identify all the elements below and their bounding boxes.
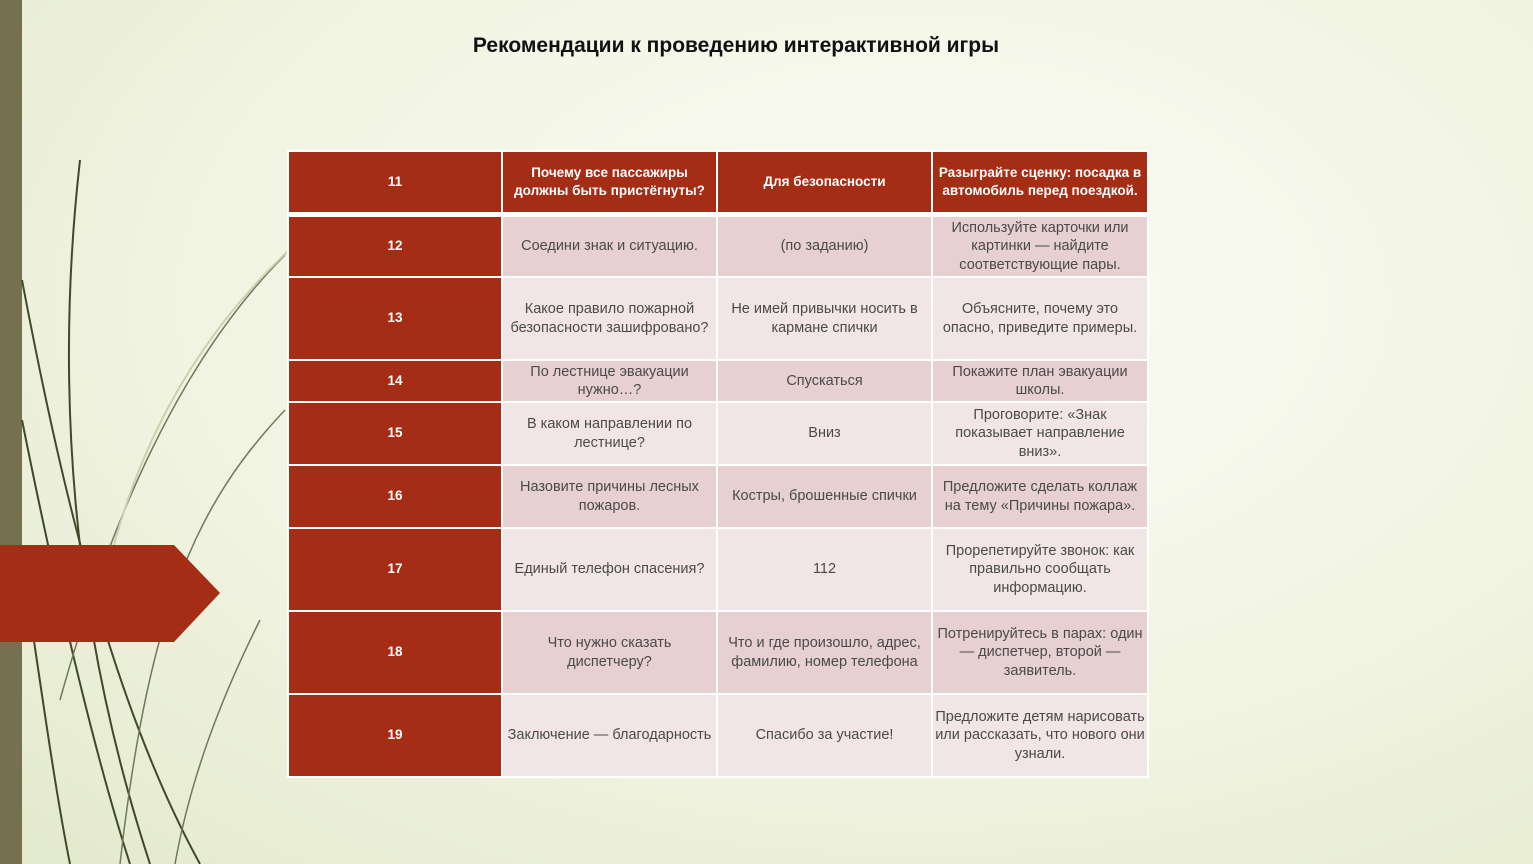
table-row (288, 277, 1148, 360)
task-cell: Используйте карточки или картинки — найдите соответствующие пары. (932, 214, 1148, 277)
recommendations-table (287, 150, 1149, 778)
row-number: 12 (288, 214, 502, 277)
answer-cell: 112 (717, 528, 932, 611)
task-cell: Потренируйтесь в парах: один — диспетчер, второй — заявитель. (932, 611, 1148, 694)
task-cell: Объясните, почему это опасно, приведите примеры. (932, 277, 1148, 360)
task-cell: Покажите план эвакуации школы. (932, 360, 1148, 402)
question-cell: Заключение — благодарность (502, 694, 717, 777)
answer-cell: Для безопасности (717, 151, 932, 214)
row-number: 16 (288, 465, 502, 528)
row-number: 18 (288, 611, 502, 694)
question-cell: В каком направлении по лестнице? (502, 402, 717, 465)
answer-cell: Вниз (717, 402, 932, 465)
task-cell: Предложите детям нарисовать или рассказать, что нового они узнали. (932, 694, 1148, 777)
decorative-grass-lines (0, 0, 320, 864)
question-cell: Соедини знак и ситуацию. (502, 214, 717, 277)
question-cell: Что нужно сказать диспетчеру? (502, 611, 717, 694)
row-number: 14 (288, 360, 502, 402)
table-row (288, 694, 1148, 777)
answer-cell: Костры, брошенные спички (717, 465, 932, 528)
row-number: 11 (288, 151, 502, 214)
answer-cell: Не имей привычки носить в кармане спички (717, 277, 932, 360)
question-cell: Почему все пассажиры должны быть пристёгнуты? (502, 151, 717, 214)
table-row (288, 402, 1148, 465)
question-cell: Единый телефон спасения? (502, 528, 717, 611)
table-row (288, 465, 1148, 528)
table-row (288, 151, 1148, 214)
table-row (288, 214, 1148, 277)
slide-title: Рекомендации к проведению интерактивной игры (472, 34, 1000, 57)
table-row (288, 611, 1148, 694)
answer-cell: Что и где произошло, адрес, фамилию, номер телефона (717, 611, 932, 694)
answer-cell: Спускаться (717, 360, 932, 402)
question-cell: Назовите причины лесных пожаров. (502, 465, 717, 528)
accent-arrow-shape (0, 545, 220, 642)
task-cell: Проговорите: «Знак показывает направление вниз». (932, 402, 1148, 465)
question-cell: Какое правило пожарной безопасности зашифровано? (502, 277, 717, 360)
task-cell: Прорепетируйте звонок: как правильно сообщать информацию. (932, 528, 1148, 611)
task-cell: Разыграйте сценку: посадка в автомобиль перед поездкой. (932, 151, 1148, 214)
table-row (288, 528, 1148, 611)
answer-cell: (по заданию) (717, 214, 932, 277)
table-row (288, 360, 1148, 402)
row-number: 13 (288, 277, 502, 360)
task-cell: Предложите сделать коллаж на тему «Причины пожара». (932, 465, 1148, 528)
row-number: 17 (288, 528, 502, 611)
question-cell: По лестнице эвакуации нужно…? (502, 360, 717, 402)
answer-cell: Спасибо за участие! (717, 694, 932, 777)
row-number: 15 (288, 402, 502, 465)
row-number: 19 (288, 694, 502, 777)
